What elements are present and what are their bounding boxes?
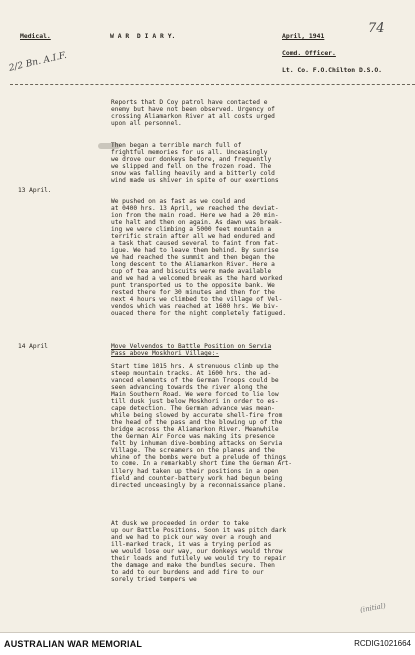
paragraph-2-line: wind made us shiver in spite of our exertions	[111, 177, 279, 184]
paragraph-3-line: we had reached the summit and then began the	[111, 254, 275, 261]
paragraph-3-line: We pushed on as fast as we could and	[111, 198, 246, 205]
archive-footer	[0, 632, 415, 655]
header-divider	[10, 84, 415, 85]
paragraph-2-line: frightful memories for us all. Unceasingly	[111, 149, 268, 156]
paragraph-3-line: and we had a welcomed break as the hard worked	[111, 275, 283, 282]
paragraph-5-line: to add to our burdens and add fire to our	[111, 569, 264, 576]
paragraph-4-line: Village. The screamers on the planes and the	[111, 447, 275, 454]
paragraph-4-line: directed unceasingly by a reconnaissance plane.	[111, 482, 287, 489]
paragraph-3-line: punt transported us to the opposite bank. We	[111, 282, 275, 289]
paragraph-3-line: rested there for 30 minutes and then for the	[111, 289, 275, 296]
paragraph-3-line: at 0400 hrs. 13 April, we reached the deviat-	[111, 205, 279, 212]
paragraph-3-line: vendos which was reached at 1600 hrs. We biv-	[111, 303, 279, 310]
paragraph-5-line: up our Battle Positions. Soon it was pitch dark	[111, 527, 287, 534]
document-title: W A R D I A R Y.	[110, 32, 176, 40]
paragraph-2-line: we drove our donkeys before, and frequently	[111, 156, 272, 163]
paragraph-3-line: a task that caused several to faint from fat-	[111, 240, 279, 247]
date-13-april: 13 April.	[18, 187, 52, 194]
unit-handwritten: 2/2 Bn. A.I.F.	[8, 50, 68, 74]
paragraph-4-line: while being slowed by accurate shell-fire from	[111, 412, 283, 419]
paragraph-2-line: we slipped and fell on the frozen road. The	[111, 163, 272, 170]
paragraph-4-line: field and counter-battery work had begun being	[111, 475, 283, 482]
paragraph-4-line: Start time 1015 hrs. A strenuous climb up the	[111, 363, 279, 370]
paragraph-1-line: upon all personnel.	[111, 120, 182, 127]
paragraph-1-line: crossing Aliamarkon River at all costs urged	[111, 113, 275, 120]
handwritten-initials: (initial)	[359, 601, 387, 615]
paragraph-4-line: to come. In a remarkably short time the German Art-	[111, 461, 292, 467]
paragraph-4-line: till dusk just below Moskhori in order to es-	[111, 398, 279, 405]
paragraph-5-line: ill-marked track, it was a trying period as	[111, 541, 272, 548]
paragraph-5-line: sorely tried tempers we	[111, 576, 197, 583]
paragraph-4-line: the head of the pass and the blowing up of the	[111, 419, 283, 426]
officer-role: Comd. Officer.	[282, 49, 336, 57]
paragraph-5-line: their loads and futilely we would try to repair	[111, 555, 287, 562]
paragraph-4-line: bridge across the Aliamarkon River. Meanwhile	[111, 426, 279, 433]
paragraph-4-line: the German Air Force was making its presence	[111, 433, 275, 440]
paragraph-4-line: Main Southern Road. We were forced to lie low	[111, 391, 279, 398]
paragraph-2-line: Then began a terrible march full of	[111, 142, 242, 149]
date-14-april: 14 April	[18, 343, 48, 350]
paragraph-5-line: At dusk we proceeded in order to take	[111, 520, 249, 527]
paragraph-5-line: and we had to pick our way over a rough and	[111, 534, 272, 541]
classification-label: Medical.	[20, 32, 51, 40]
record-reference: RCDIG1021664	[354, 639, 411, 648]
paragraph-3-line: ouaced there for the night completely fatigued.	[111, 310, 287, 317]
paragraph-3-line: terrific strain after all we had endured and	[111, 233, 275, 240]
paragraph-3-line: igue. We had to leave them behind. By sunrise	[111, 247, 279, 254]
page-number-handwritten: 74	[368, 21, 385, 36]
paragraph-1-line: enemy but have not been observed. Urgency of	[111, 106, 275, 113]
paragraph-4-line: steep mountain tracks. At 1600 hrs. the ad-	[111, 370, 272, 377]
paragraph-3-line: cup of tea and biscuits were made available	[111, 268, 272, 275]
paragraph-2-line: snow was falling heavily and a bitterly cold	[111, 170, 275, 177]
paragraph-3-line: ion from the main road. Here we had a 20 min-	[111, 212, 279, 219]
section-heading-line: Pass above Moskhori Village:-	[111, 350, 220, 357]
officer-name: Lt. Co. F.O.Chilton D.S.O.	[282, 66, 383, 74]
paragraph-4-line: seen advancing towards the river along the	[111, 384, 268, 391]
paragraph-4-line: whine of the bombs were but a prelude of things	[111, 454, 287, 461]
paragraph-5-line: we would lose our way, our donkeys would throw	[111, 548, 283, 555]
diary-date-header: April, 1941	[282, 32, 325, 40]
paragraph-4-line: vanced elements of the German Troops could be	[111, 377, 279, 384]
paragraph-5-line: the damage and make the bundles secure. Then	[111, 562, 275, 569]
institution-name: AUSTRALIAN WAR MEMORIAL	[4, 639, 143, 649]
paragraph-4-line: felt by inhuman dive-bombing attacks on Servia	[111, 440, 283, 447]
paragraph-4-line: cape detection. The German advance was mean-	[111, 405, 275, 412]
section-heading-line: Move Velvendos to Battle Position on Servia	[111, 343, 272, 350]
paragraph-3-line: ute halt and then on again. As dawn was break-	[111, 219, 283, 226]
paragraph-4-line: illery had taken up their positions in a open	[111, 468, 279, 475]
paragraph-3-line: next 4 hours we climbed to the village of Vel-	[111, 296, 283, 303]
paragraph-3-line: ing we were climbing a 5000 feet mountain a	[111, 226, 272, 233]
paragraph-1-line: Reports that D Coy patrol have contacted e	[111, 99, 268, 106]
paragraph-3-line: long descent to the Aliamarkon River. Here a	[111, 261, 275, 268]
